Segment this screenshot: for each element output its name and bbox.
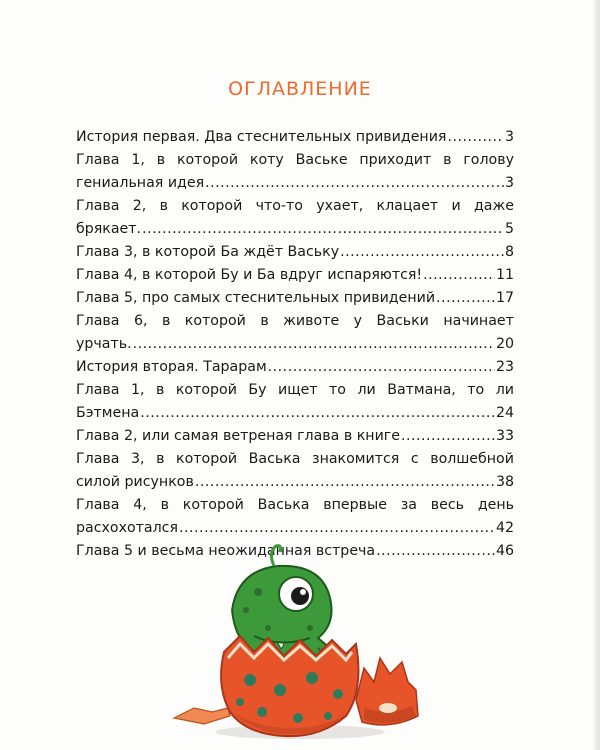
dot-leader [142, 218, 504, 241]
dot-leader [423, 264, 495, 287]
toc-entry [76, 264, 514, 287]
dot-leader [447, 126, 504, 149]
toc-entry [76, 379, 514, 425]
toc-entry-text: Глава 4, в которой Бу и Ба вдруг испаряются! [76, 267, 423, 283]
page-edge [594, 0, 600, 750]
toc-entry [76, 126, 514, 149]
toc-entry-text: Глава 5, про самых стеснительных привидений [76, 290, 436, 306]
dot-leader [340, 241, 504, 264]
toc-entry-text: История первая. Два стеснительных привидения [76, 129, 447, 145]
toc-entry-text: Глава 5 и весьма неожиданная встреча [76, 543, 376, 559]
toc-entry [76, 356, 514, 379]
toc-entry-text: Глава 2, или самая ветреная глава в книге [76, 428, 400, 444]
page-number: 42 [495, 520, 514, 536]
page-number: 33 [495, 428, 514, 444]
toc-entry [76, 287, 514, 310]
toc-entry-text: расхохотался [76, 520, 179, 536]
page-title: ОГЛАВЛЕНИЕ [228, 78, 372, 100]
dot-leader [401, 425, 495, 448]
page-number: 11 [495, 267, 514, 283]
toc-entry [76, 241, 514, 264]
dot-leader [205, 172, 504, 195]
dot-leader [133, 333, 495, 356]
toc-entry [76, 494, 514, 540]
table-of-contents [76, 126, 514, 563]
dinosaur-hatching-egg-icon [150, 540, 450, 745]
toc-entry-text: Глава 1, в которой Бу ищет то ли Ватмана, то ли [76, 382, 514, 398]
toc-entry-text: гениальная идея [76, 175, 205, 191]
dot-leader [179, 517, 495, 540]
toc-entry [76, 149, 514, 195]
toc-entry-text: Глава 6, в которой в животе у Васьки начинает [76, 313, 514, 329]
page-number: 46 [495, 543, 514, 559]
toc-entry [76, 448, 514, 494]
dot-leader [195, 471, 495, 494]
dot-leader [140, 402, 495, 425]
egg [221, 636, 358, 736]
toc-entry-text: силой рисунков [76, 474, 194, 490]
page-number: 5 [504, 221, 514, 237]
toc-entry-text: Глава 3, в которой Ба ждёт Ваську [76, 244, 340, 260]
page-number: 23 [495, 359, 514, 375]
toc-entry-text: Глава 2, в которой что-то ухает, клацает и даже [76, 198, 514, 214]
page-number: 3 [504, 129, 514, 145]
page-number: 17 [495, 290, 514, 306]
page-number: 20 [495, 336, 514, 352]
page-number: 38 [495, 474, 514, 490]
page-number: 24 [495, 405, 514, 421]
toc-entry-text: История вторая. Тарарам [76, 359, 267, 375]
dot-leader [268, 356, 495, 379]
dot-leader [436, 287, 495, 310]
page-number: 8 [504, 244, 514, 260]
toc-entry-text: Глава 1, в которой коту Ваське приходит в голову [76, 152, 514, 168]
toc-entry-text: Бэтмена [76, 405, 140, 421]
toc-entry-text: брякает. [76, 221, 142, 237]
toc-entry-text: Глава 4, в которой Васька впервые за весь день [76, 497, 514, 513]
dinosaur [232, 546, 336, 660]
page-number: 3 [504, 175, 514, 191]
toc-entry [76, 310, 514, 356]
toc-entry [76, 195, 514, 241]
toc-entry-text: урчать. [76, 336, 132, 352]
toc-entry-text: Глава 3, в которой Васька знакомится с волшебной [76, 451, 514, 467]
toc-entry [76, 425, 514, 448]
